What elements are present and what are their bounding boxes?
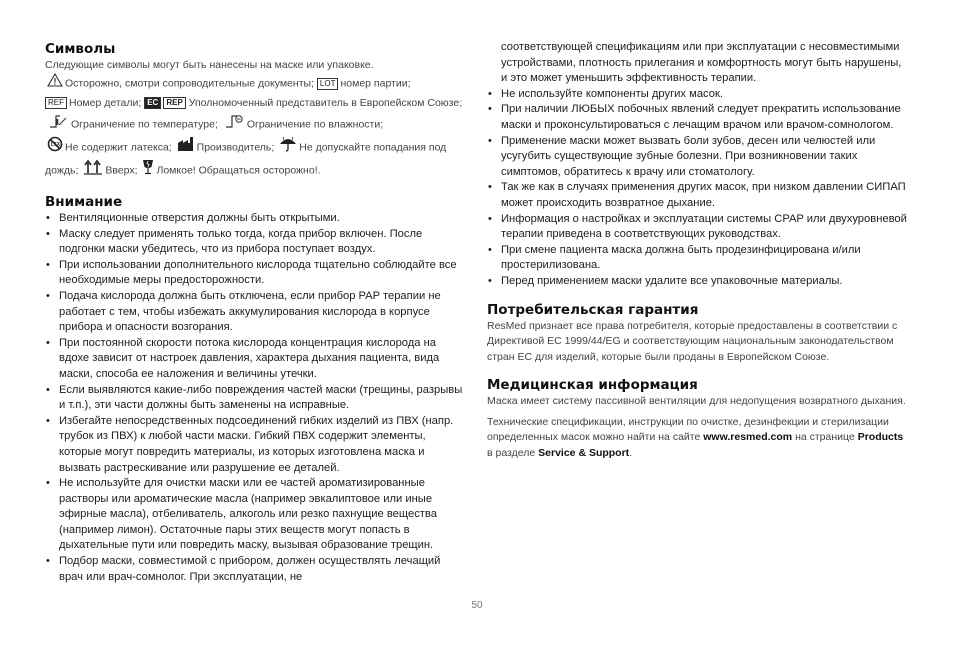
guarantee-text: ResMed признает все права потребителя, которые предоставлены в соответствии с Директивой ЕС 1999/44/EG и соответствующим национальным законодательством стран ЕС для изделий, которые были проданы в Европейском Союзе.	[487, 319, 898, 363]
warning-item: • Подбор маски, совместимой с прибором, должен осуществлять лечащий врач или врач-сомнолог. При эксплуатации, не	[45, 554, 467, 585]
medical-text-2-b: на странице	[795, 431, 855, 444]
humidity-limit-icon	[223, 113, 245, 136]
medical-text-2	[487, 415, 909, 462]
manufacturer-icon	[177, 136, 195, 159]
warning-list	[45, 211, 467, 585]
umbrella-icon	[279, 136, 297, 159]
resmed-website-link[interactable]: www.resmed.com	[703, 431, 793, 444]
warning-item: • Избегайте непосредственных подсоединений гибких изделий из ПВХ (напр. трубок из ПВХ) к любой части маски. Гибкий ПВХ содержит элементы, которые могут повредить материалы, из которых изготовлена маска и вызвать растрескивание или разрушение ее деталей.	[45, 414, 467, 476]
warning-item: • Перед применением маски удалите все упаковочные материалы.	[487, 274, 909, 290]
guarantee-heading: Потребительская гарантия	[487, 301, 699, 318]
symbols-heading: Символы	[45, 41, 116, 57]
lot-box-icon: LOT	[317, 78, 339, 90]
warning-item: • При использовании дополнительного кислорода тщательно соблюдайте все необходимые меры предосторожности.	[45, 258, 467, 289]
symbols-intro: Следующие символы могут быть нанесены на маске или упаковке.	[45, 59, 374, 71]
symbol-up-text: Вверх;	[105, 164, 138, 177]
latex-free-icon	[47, 136, 63, 159]
fragile-glass-icon	[142, 159, 154, 182]
warning-item: • Применение маски может вызвать боли зубов, десен или челюстей или усугубить существующие зубные болезни. При возникновении таких симптомов, обратитесь к врачу или стоматологу.	[487, 134, 909, 181]
warning-triangle-icon	[47, 73, 63, 94]
this-way-up-icon	[83, 159, 103, 182]
medical-text-2-c: в разделе	[487, 447, 536, 460]
warning-list-continued	[487, 40, 909, 290]
symbol-latex-text: Не содержит латекса;	[65, 141, 172, 154]
symbol-fragile-text: Ломкое! Обращаться осторожно!.	[156, 164, 321, 177]
left-column	[45, 40, 467, 585]
symbol-caution-text: Осторожно, смотри сопроводительные документы;	[65, 77, 314, 90]
warning-item: • При смене пациента маска должна быть продезинфицирована и/или простерилизована.	[487, 243, 909, 274]
warning-item: • Маску следует применять только тогда, когда прибор включен. После подгонки маски убедитесь, что из прибора поступает воздух.	[45, 227, 467, 258]
page-number: 50	[471, 600, 483, 611]
medical-text-2-a: Технические спецификации, инструкции по очистке, дезинфекции и стерилизации определенных масок можно найти на сайте	[487, 415, 889, 444]
ec-box-icon: EC	[144, 97, 161, 109]
svg-text:LTX: LTX	[51, 142, 61, 148]
symbol-humidity-text: Ограничение по влажности;	[246, 118, 384, 131]
right-column	[487, 40, 909, 462]
warning-item: • Не используйте для очистки маски или ее частей ароматизированные растворы или ароматические масла (например эвкалиптовое или иные эфирные масла), отбеливатель, алкоголь или резко пахнущие вещества (например лимон). Остаточные пары этих веществ могут попасть в дыхательные пути или повредить маску, вызывая образование трещин.	[45, 476, 467, 554]
symbol-lot-text: номер партии;	[340, 77, 411, 90]
warning-item: • Если выявляются какие-либо повреждения частей маски (трещины, разрывы и т.п.), эти части должны быть заменены на исправные.	[45, 383, 467, 414]
temperature-limit-icon	[47, 113, 69, 136]
warning-item: • Подача кислорода должна быть отключена, если прибор PAP терапии не работает с тем, чтобы избежать аккумулирования кислорода в корпусе прибора и опасности возгорания.	[45, 289, 467, 336]
warning-item-continuation: соответствующей спецификациям или при эксплуатации с несовместимыми устройствами, плотность прилегания и комфортность могут быть нарушены, и это может уменьшить эффективность терапии.	[501, 41, 902, 85]
medical-heading: Медицинская информация	[487, 377, 698, 394]
warning-item: • Информация о настройках и эксплуатации системы CPAP или двухуровневой терапии приведена в соответствующих руководствах.	[487, 212, 909, 243]
warning-item: • Вентиляционные отверстия должны быть открытыми.	[45, 211, 467, 227]
symbols-list	[45, 73, 467, 182]
symbol-ecrep-text: Уполномоченный представитель в Европейском Союзе;	[188, 97, 463, 109]
warning-item: • При постоянной скорости потока кислорода концентрация кислорода на вдохе зависит от настроек давления, характера дыхания пациента, вида маски, способа ее наложения и величины утечки.	[45, 336, 467, 383]
medical-text-1: Маска имеет систему пассивной вентиляции для недопущения возвратного дыхания.	[487, 395, 906, 408]
service-support-label: Service & Support	[538, 447, 630, 460]
symbol-rain-text: Не допускайте попадания под дождь;	[45, 141, 447, 177]
warning-item: • Не используйте компоненты других масок.	[487, 87, 909, 103]
warning-item: • При наличии ЛЮБЫХ побочных явлений следует прекратить использование маски и проконсультироваться с лечащим врачом или врачом-сомнологом.	[487, 102, 909, 133]
warning-item: • Так же как в случаях применения других масок, при низком давлении СИПАП может происходить возвратное дыхание.	[487, 180, 909, 211]
medical-text-2-d: .	[629, 447, 633, 460]
ref-box-icon: REF	[45, 97, 67, 109]
symbol-temperature-text: Ограничение по температуре;	[71, 118, 218, 131]
rep-box-icon: REP	[163, 97, 185, 109]
warning-heading: Внимание	[45, 194, 123, 210]
symbol-ref-text: Номер детали;	[69, 97, 142, 109]
products-label: Products	[857, 431, 904, 444]
symbol-manufacturer-text: Производитель;	[196, 141, 275, 154]
